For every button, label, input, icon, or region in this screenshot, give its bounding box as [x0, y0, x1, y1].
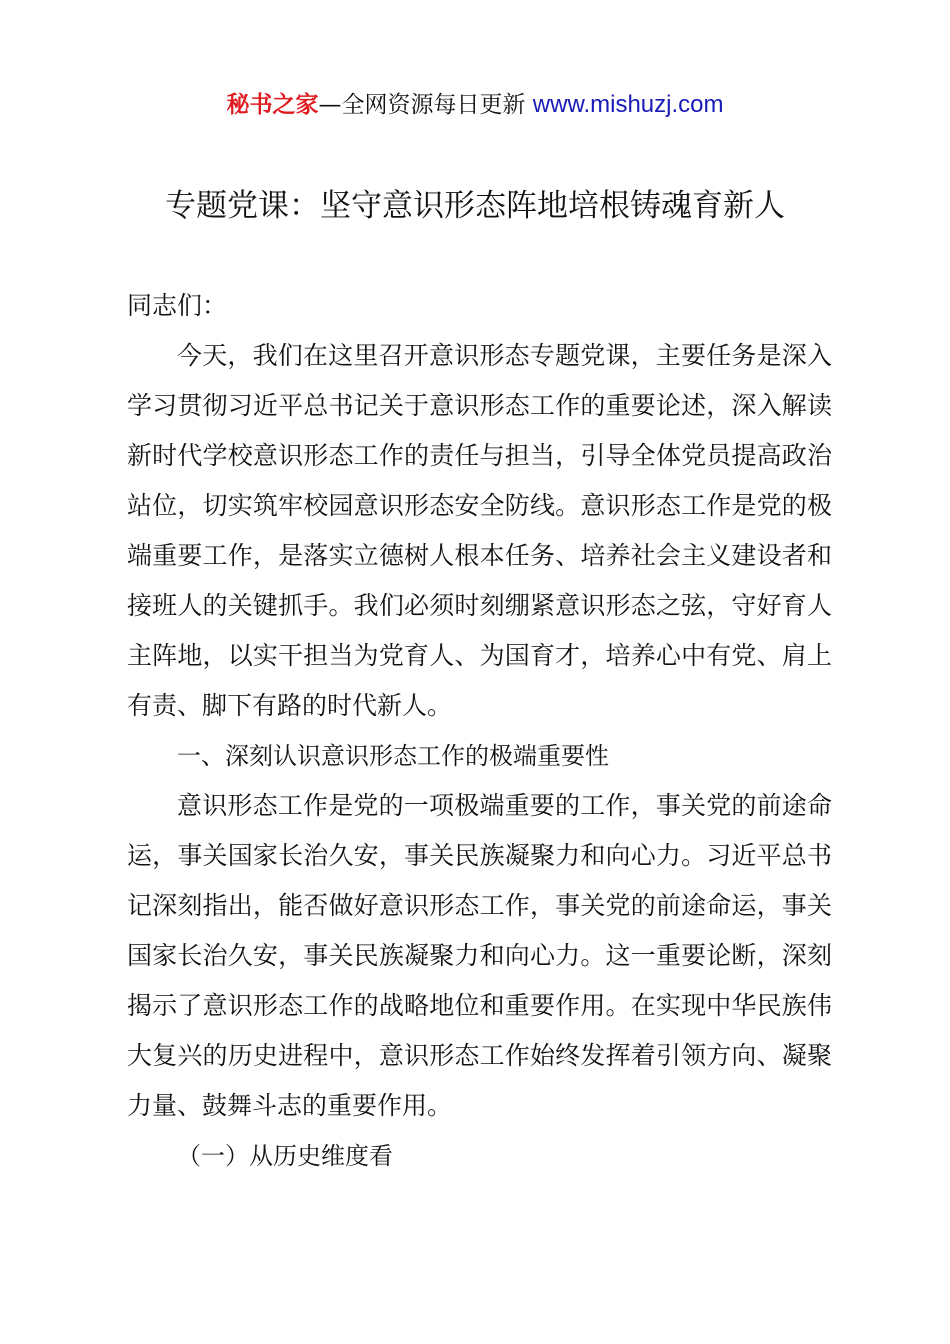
document-body	[127, 281, 832, 1181]
section-1-paragraph: 意识形态工作是党的一项极端重要的工作，事关党的前途命运，事关国家长治久安，事关民族凝聚力和向心力。习近平总书记深刻指出，能否做好意识形态工作，事关党的前途命运，事关国家长治久安，事关民族凝聚力和向心力。这一重要论断，深刻揭示了意识形态工作的战略地位和重要作用。在实现中华民族伟大复兴的历史进程中，意识形态工作始终发挥着引领方向、凝聚力量、鼓舞斗志的重要作用。	[127, 791, 832, 1120]
site-header	[0, 88, 950, 122]
section-heading-1: 一、深刻认识意识形态工作的极端重要性	[177, 742, 609, 770]
site-url-link[interactable]: www.mishuzj.com	[532, 91, 724, 118]
intro-paragraph: 今天，我们在这里召开意识形态专题党课，主要任务是深入学习贯彻习近平总书记关于意识形态工作的重要论述，深入解读新时代学校意识形态工作的责任与担当，引导全体党员提高政治站位，切实筑牢校园意识形态安全防线。意识形态工作是党的极端重要工作，是落实立德树人根本任务、培养社会主义建设者和接班人的关键抓手。我们必须时刻绷紧意识形态之弦，守好育人主阵地，以实干担当为党育人、为国育才，培养心中有党、肩上有责、脚下有路的时代新人。	[127, 341, 832, 720]
document-title: 专题党课：坚守意识形态阵地培根铸魂育新人	[165, 188, 785, 224]
brand-name: 秘书之家	[226, 92, 319, 118]
salutation: 同志们：	[127, 291, 228, 320]
subsection-heading-1: （一）从历史维度看	[177, 1142, 393, 1170]
header-tagline: —全网资源每日更新	[318, 92, 533, 118]
